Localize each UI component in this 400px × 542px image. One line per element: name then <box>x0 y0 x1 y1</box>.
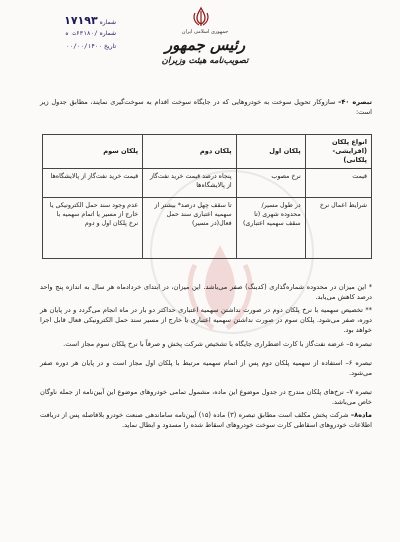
table-row <box>43 169 372 198</box>
table-cell: تا سقف چهل درصد* بیشتر از سهمیه اعتباری سند حمل فعال(در مسیر) <box>143 198 236 259</box>
paragraph-note-6 <box>40 358 372 378</box>
table-header-row <box>43 135 372 169</box>
table-cell: عدم وجود سند حمل الکترونیکی یا خارج از مسیر یا اتمام سهمیه با نرخ پلکان اول و دوم <box>43 198 143 259</box>
table-cell: قیمت خرید نفت‌گاز از پالایشگاه‌ها <box>43 169 143 198</box>
table-header-cell: پلکان سوم <box>43 135 143 169</box>
article-8-text: شرکت پخش مکلف است مطابق تبصره (۳) ماده (۱۵) آیین‌نامه ساماندهی صنعت خودرو بلافاصله پس از دریافت اطلاعات خودروهای اسقاطی کارت سوخت خودروهای اسقاط شده را مسدود و ابطال نماید. <box>40 411 372 429</box>
ref-label: شماره <box>99 30 116 37</box>
number-label: شماره <box>99 19 116 26</box>
article-8-heading: ماده۸– <box>350 411 372 419</box>
paragraph-note-5 <box>40 339 372 349</box>
document-number <box>6 14 116 27</box>
paragraph-note-7 <box>40 387 372 407</box>
republic-line: جمهوری اسلامی ایران <box>181 29 229 35</box>
table-header-cell: پلکان اول <box>236 135 305 169</box>
note-7-text: نرخ‌های پلکان مندرج در جدول موضوع این ماده، مشمول تمامی خودروهای موضوع این آیین‌نامه از جمله ناوگان خاص می‌باشد. <box>40 388 372 406</box>
fuel-tier-table <box>42 134 372 259</box>
table-cell: در طول مسیر/ محدوده شهری (تا سقف سهمیه اعتباری) <box>236 198 305 259</box>
table-header-cell: انواع پلکان (افزایشی-پلکانی) <box>305 135 371 169</box>
table-cell: نرخ مصوب <box>236 169 305 198</box>
note-7-heading: تبصره ۷– <box>346 388 372 396</box>
document-date <box>6 43 116 50</box>
decree-line: تصویب‌نامه هیئت وزیران <box>161 56 249 66</box>
note-5-heading: تبصره ۵– <box>346 340 372 348</box>
table-cell: قیمت <box>305 169 371 198</box>
table-cell: شرایط اعمال نرخ <box>305 198 371 259</box>
ref-value: /۶۳۱۸۰ت ه <box>65 30 98 37</box>
table-row <box>43 198 372 259</box>
paragraph-note-40 <box>40 97 372 117</box>
table-header-cell: پلکان دوم <box>143 135 236 169</box>
date-value: ۰۰/۰۰/۱۴۰۰ <box>66 43 103 50</box>
president-title: رئیس جمهور <box>164 36 246 54</box>
note-6-heading: تبصره ۶– <box>345 359 372 367</box>
note-40-heading: تبصره ۴۰– <box>338 98 372 106</box>
paragraph-article-8 <box>40 410 372 430</box>
note-40-text: سازوکار تحویل سوخت به خودروهایی که در جایگاه سوخت اقدام به سوخت‌گیری نمایند، مطابق جدول زیر است: <box>40 98 372 116</box>
iran-emblem-icon <box>190 6 212 28</box>
note-5-text: عرضه نفت‌گاز با کارت اضطراری جایگاه با تشخیص شرکت پخش و صرفاً با نرخ پلکان سوم مجاز است. <box>63 340 345 348</box>
note-6-text: استفاده از سهمیه پلکان دوم پس از اتمام سهمیه مرتبط با پلکان اول مجاز است و در پایان هر دوره صفر می‌شود. <box>40 359 372 377</box>
document-ref <box>6 30 116 37</box>
footnote-2: ** تخصیص سهمیه با نرخ پلکان دوم در صورت نداشتن سهمیه اعتباری حداکثر دو بار در ماه انجام می‌گردد و در پایان هر دوره، صفر می‌شود. پلکان سوم در صورت نداشتن سهمیه اعتباری یا خارج از مسیر سند حمل الکترونیکی فعال قابل اجرا خواهد بود. <box>40 306 372 334</box>
table-cell: پنجاه درصد قیمت خرید نفت‌گاز از پالایشگاه‌ها <box>143 169 236 198</box>
number-value: ۱۷۱۹۳ <box>64 14 98 27</box>
date-label: تاریخ <box>104 43 116 50</box>
footnote-1: * این میزان در محدوده شماره‌گذاری (کدینگ) صفر می‌باشد. این میزان، در ابتدای خردادماه هر سال به اندازه پنج واحد درصد کاهش می‌یابد. <box>40 283 372 301</box>
